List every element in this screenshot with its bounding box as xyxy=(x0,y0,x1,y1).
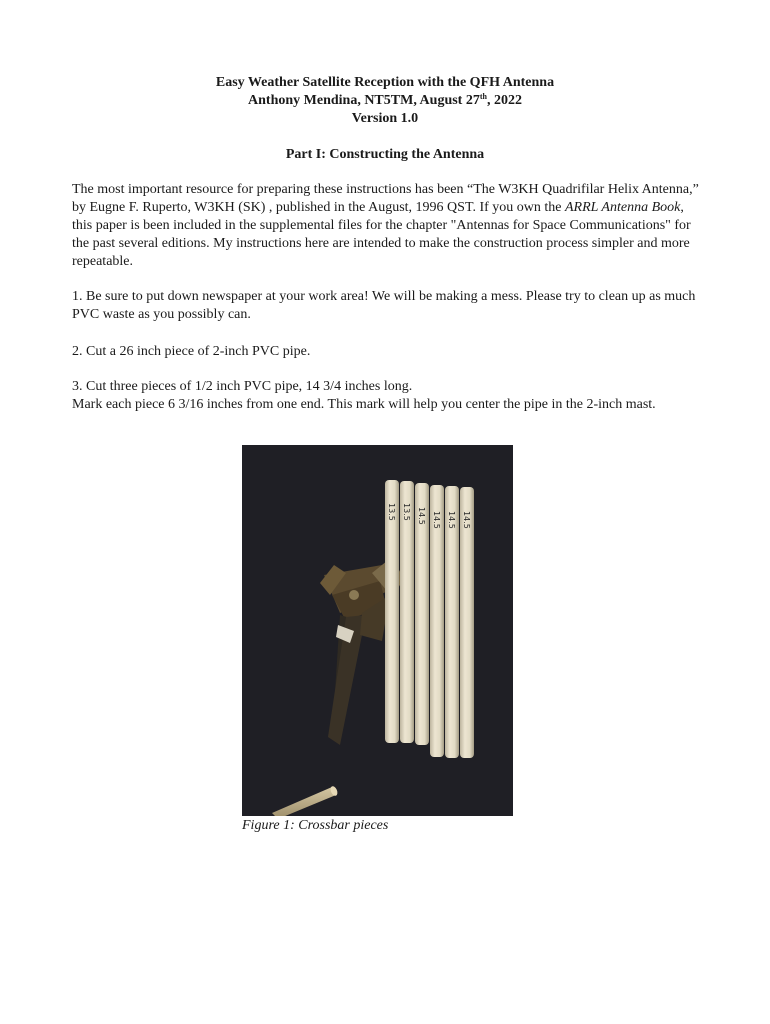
step-3-line: 3. Cut three pieces of 1/2 inch PVC pipe, 14 3/4 inches long. xyxy=(72,379,413,394)
figure-crossbar-photo xyxy=(242,445,513,816)
pipe-mark-label: 14.5 xyxy=(462,511,471,529)
byline-author-date: Anthony Mendina, NT5TM, August 27 xyxy=(248,93,480,108)
document-version: Version 1.0 xyxy=(351,111,419,126)
intro-paragraph xyxy=(72,181,702,271)
step-1-paragraph: 1. Be sure to put down newspaper at your work area! We will be making a mess. Please try to clean up as much PVC waste as you possibly can. xyxy=(72,289,696,322)
step-3-paragraph xyxy=(72,378,702,414)
byline-year: , 2022 xyxy=(486,93,522,108)
step-2-paragraph: 2. Cut a 26 inch piece of 2-inch PVC pipe. xyxy=(72,344,311,359)
pipe-mark-label: 13.5 xyxy=(402,503,411,521)
document-header xyxy=(0,74,770,128)
intro-book-title: ARRL Antenna Book xyxy=(565,200,681,215)
figure-caption: Figure 1: Crossbar pieces xyxy=(242,818,389,833)
section-title: Part I: Constructing the Antenna xyxy=(285,147,485,162)
crossbar-photo-illustration xyxy=(242,445,513,816)
document-byline xyxy=(0,92,770,110)
intro-text-b: , this paper is been included in the supplemental files for the chapter "Antennas for Space Communications" for the past several editions. My instructions here are intended to make the construction process simpler and more repeatable. xyxy=(72,200,691,269)
pipe-mark-label: 14.5 xyxy=(447,511,456,529)
document-title: Easy Weather Satellite Reception with the QFH Antenna xyxy=(215,75,555,90)
byline-ordinal-suffix: th xyxy=(479,92,487,101)
step-3-note: Mark each piece 6 3/16 inches from one end. This mark will help you center the pipe in the 2-inch mast. xyxy=(72,397,656,412)
pipe-mark-label: 13.5 xyxy=(387,503,396,521)
pipe-mark-label: 14.5 xyxy=(432,511,441,529)
intro-text-a: The most important resource for preparing these instructions has been “The W3KH Quadrifilar Helix Antenna,” by Eugne F. Ruperto, W3KH (SK) , published in the August, 1996 QST. If you own the xyxy=(72,182,699,215)
pipe-mark-label: 14.5 xyxy=(417,507,426,525)
